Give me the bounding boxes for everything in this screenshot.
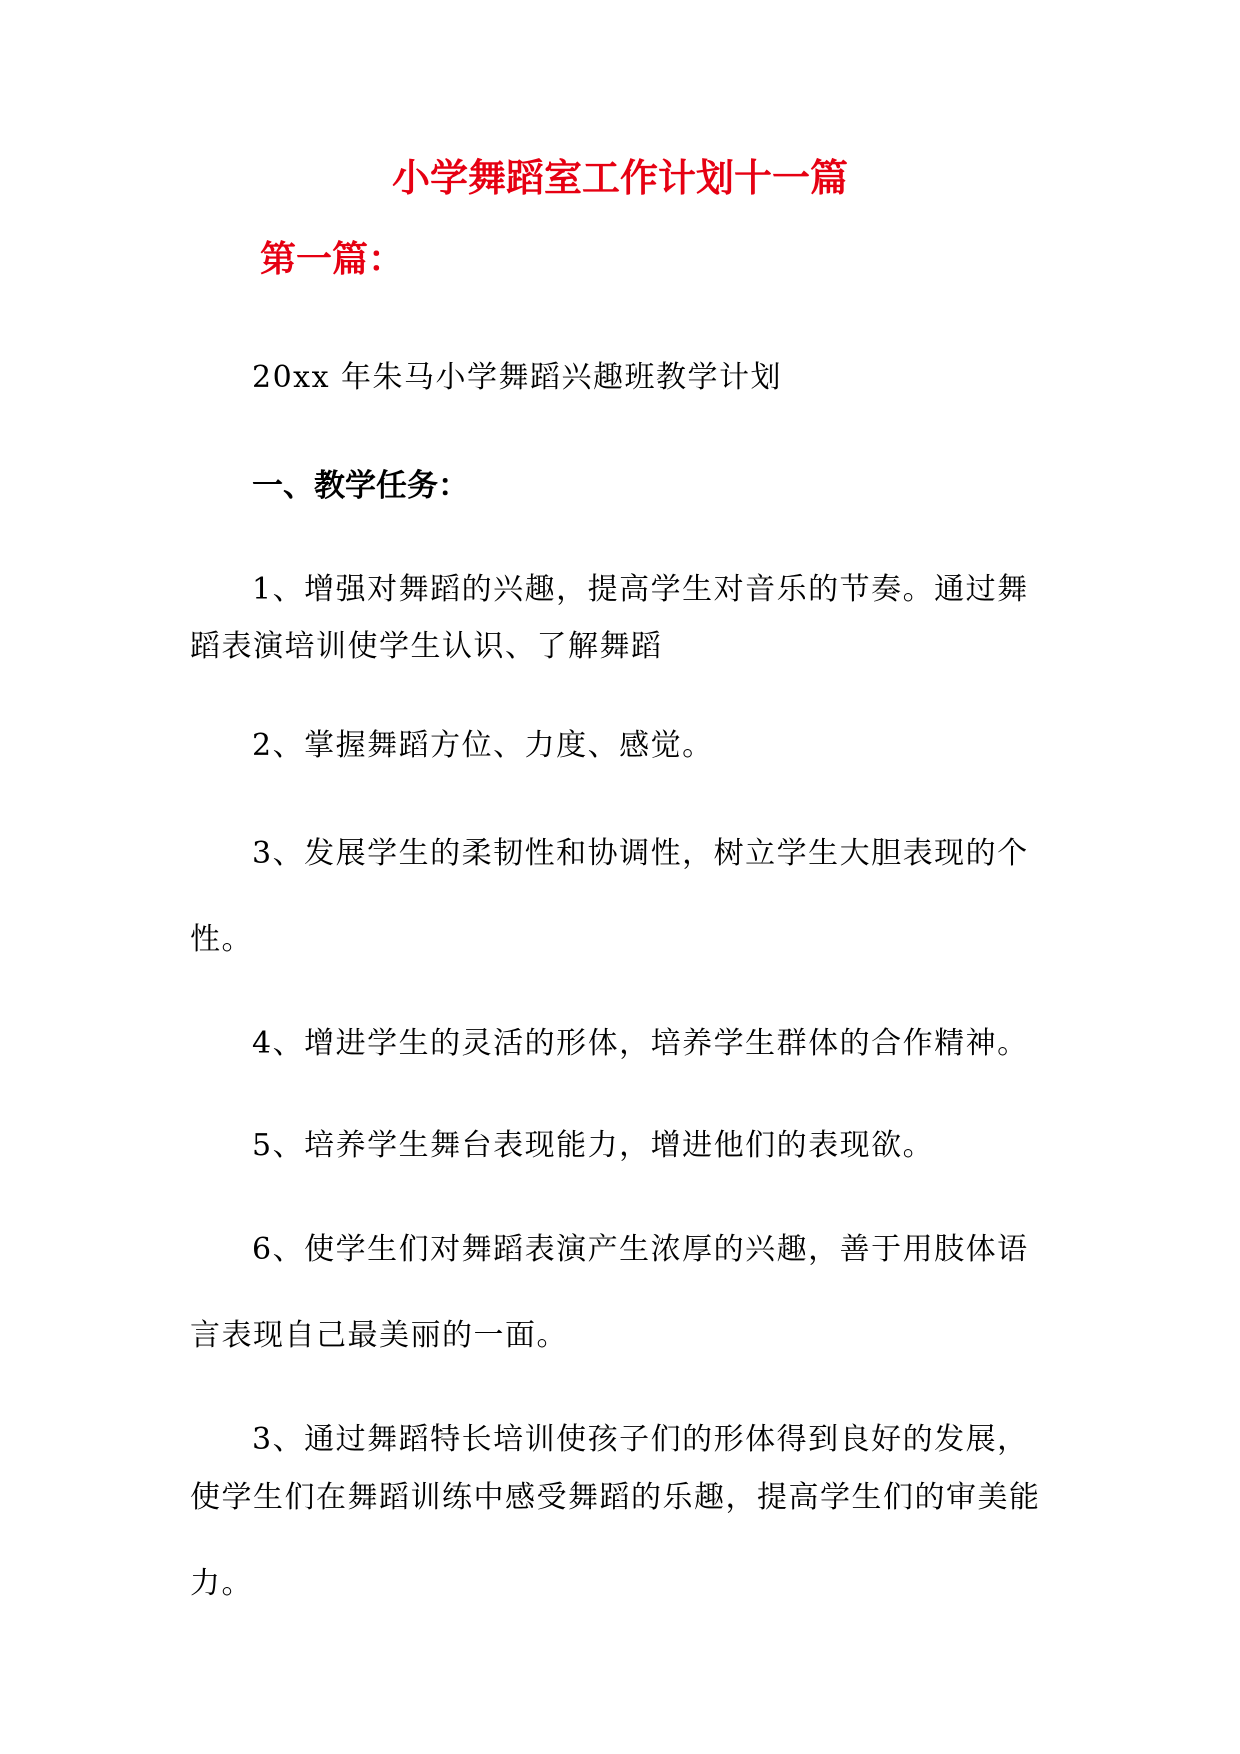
item-7-line-1: 3、通过舞蹈特长培训使孩子们的形体得到良好的发展， — [252, 1422, 1029, 1457]
item-3-line-2: 性。 — [190, 922, 253, 957]
item-5-line-1: 5、培养学生舞台表现能力，增进他们的表现欲。 — [252, 1128, 935, 1163]
item-6-line-2: 言表现自己最美丽的一面。 — [190, 1318, 568, 1353]
item-1-line-2: 蹈表演培训使学生认识、了解舞蹈 — [190, 629, 663, 664]
document-title: 小学舞蹈室工作计划十一篇 — [391, 155, 848, 200]
item-1-line-1: 1、增强对舞蹈的兴趣，提高学生对音乐的节奏。通过舞 — [252, 572, 1029, 607]
item-7-line-3: 力。 — [190, 1566, 253, 1601]
item-6-line-1: 6、使学生们对舞蹈表演产生浓厚的兴趣，善于用肢体语 — [252, 1232, 1029, 1267]
plan-title: 20xx 年朱马小学舞蹈兴趣班教学计划 — [252, 360, 783, 395]
item-2-line-1: 2、掌握舞蹈方位、力度、感觉。 — [252, 728, 714, 763]
item-3-line-1: 3、发展学生的柔韧性和协调性，树立学生大胆表现的个 — [252, 836, 1029, 871]
subheading-teaching-tasks: 一、教学任务： — [252, 468, 469, 504]
item-4-line-1: 4、增进学生的灵活的形体，培养学生群体的合作精神。 — [252, 1026, 1029, 1061]
item-7-line-2: 使学生们在舞蹈训练中感受舞蹈的乐趣，提高学生们的审美能 — [190, 1480, 1041, 1515]
section-heading: 第一篇： — [260, 238, 405, 280]
